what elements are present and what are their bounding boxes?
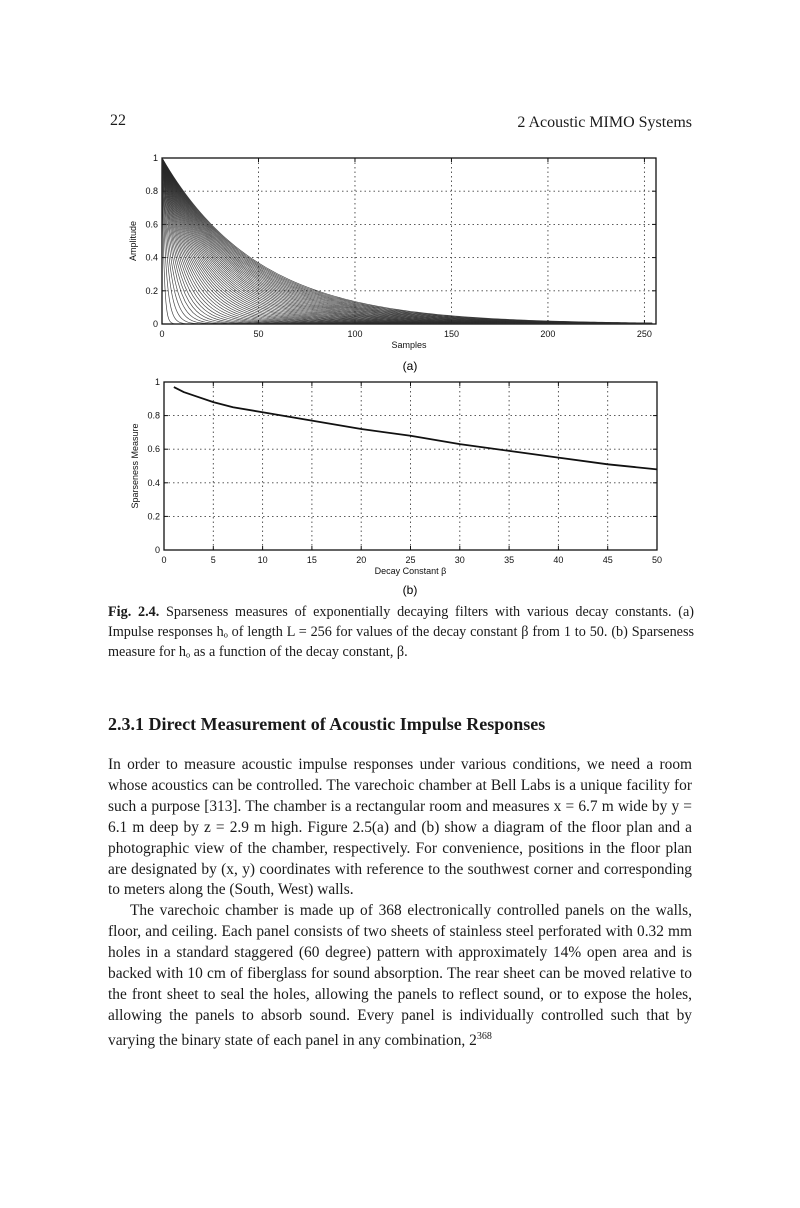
paragraph: In order to measure acoustic impulse responses under various conditions, we need a room whose acoustics can be controlled. The varechoic chamber at Bell Labs is a unique facility for such a purpose [313]. The chamber is a rectangular room and measures x = 6.7 m wide by y = 6.1 m deep by z = 2.9 m high. Figure 2.5(a) and (b) show a diagram of the floor plan and a photographic view of the chamber, respectively. For convenience, positions in the floor plan are designated by (x, y) coordinates with reference to the southwest corner and corresponding to meters along the (South, West) walls. — [108, 756, 692, 899]
x-tick-label: 50 — [651, 555, 663, 565]
y-tick-label: 0.6 — [147, 444, 160, 455]
x-tick-label: 200 — [540, 329, 556, 339]
y-tick-label: 1 — [154, 377, 160, 387]
x-tick-label: 40 — [553, 555, 564, 565]
x-tick-label: 0 — [161, 555, 167, 565]
impulse-response-beta-47 — [162, 158, 652, 323]
plot-frame — [162, 158, 656, 324]
paragraph-text: The varechoic chamber is made up of 368 electronically controlled panels on the walls, floor, and ceiling. Each panel consists of two sheets of stainless steel perforated with 0.32 mm holes in a standard staggered (60 degree) pattern with approximately 14% open area and is backed with 10 cm of fiberglass for sound absorption. The rear sheet can be moved relative to the front sheet to seal the holes, allowing the panels to reflect sound, or to expose the holes, allowing the panels to absorb sound. Every panel is individually controlled such that by varying the binary state of each panel in any combination, 2 — [108, 902, 692, 1049]
y-axis-label: Amplitude — [128, 220, 138, 262]
impulse-response-beta-44 — [162, 158, 652, 323]
y-tick-label: 0.8 — [145, 186, 158, 197]
impulse-response-beta-45 — [162, 158, 652, 323]
page-number: 22 — [110, 112, 126, 129]
sparseness-curve — [174, 387, 657, 469]
y-tick-label: 0.8 — [147, 410, 160, 421]
impulse-response-beta-41 — [162, 158, 652, 324]
x-axis-label: Samples — [391, 340, 427, 350]
x-tick-label: 100 — [347, 329, 363, 339]
impulse-response-beta-43 — [162, 158, 652, 324]
caption-label: Fig. 2.4. — [108, 604, 160, 620]
x-tick-label: 5 — [210, 555, 216, 565]
y-tick-label: 0.4 — [145, 252, 158, 263]
x-tick-label: 45 — [602, 555, 613, 565]
x-tick-label: 250 — [636, 329, 652, 339]
y-tick-label: 0.6 — [145, 219, 158, 230]
x-tick-label: 25 — [405, 555, 416, 565]
superscript: 368 — [476, 1030, 492, 1042]
section-heading: 2.3.1 Direct Measurement of Acoustic Impulse Responses — [108, 714, 546, 734]
y-tick-label: 0.2 — [147, 511, 160, 522]
x-tick-label: 20 — [356, 555, 367, 565]
y-tick-label: 0.2 — [145, 285, 158, 296]
running-head: 2 Acoustic MIMO Systems — [517, 114, 692, 131]
paragraph — [108, 901, 692, 1051]
chart-b — [130, 377, 662, 576]
x-axis-label: Decay Constant β — [374, 566, 447, 576]
y-tick-label: 0 — [154, 545, 160, 555]
panel-a-label: (a) — [402, 359, 418, 373]
chart-a — [128, 153, 656, 350]
impulse-response-beta-48 — [162, 158, 652, 323]
impulse-response-beta-42 — [162, 158, 652, 324]
body-text — [108, 755, 692, 1052]
impulse-response-beta-50 — [162, 158, 652, 323]
impulse-response-beta-46 — [162, 158, 652, 323]
x-tick-label: 0 — [159, 329, 165, 339]
y-axis-label: Sparseness Measure — [130, 423, 140, 509]
x-tick-label: 10 — [257, 555, 268, 565]
impulse-response-beta-39 — [162, 158, 633, 324]
impulse-response-lines — [162, 158, 652, 324]
x-tick-label: 15 — [306, 555, 317, 565]
x-tick-label: 150 — [443, 329, 459, 339]
x-tick-label: 50 — [253, 329, 264, 339]
figure-2-4 — [0, 0, 800, 600]
x-tick-label: 35 — [504, 555, 515, 565]
panel-b-label: (b) — [402, 583, 418, 597]
impulse-response-beta-49 — [162, 158, 652, 323]
y-tick-label: 0 — [152, 319, 158, 329]
y-tick-label: 1 — [152, 153, 158, 163]
y-tick-label: 0.4 — [147, 477, 160, 488]
x-tick-label: 30 — [454, 555, 465, 565]
impulse-response-beta-27 — [162, 158, 486, 324]
caption-text: Sparseness measures of exponentially decaying filters with various decay constants. (a) Impulse responses hₒ of length L = 256 for values of the decay constant β from 1 to 50. (b) Sparseness measure for hₒ as a function of the decay constant, β. — [108, 604, 695, 660]
figure-caption — [108, 602, 694, 662]
